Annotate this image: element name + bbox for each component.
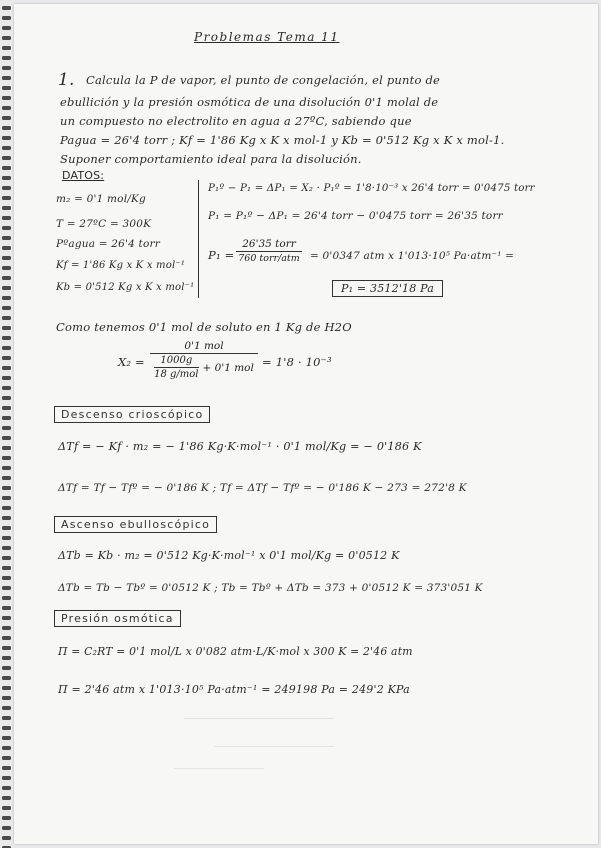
spiral-coil <box>2 456 11 460</box>
datos-item-4: Kf = 1'86 Kg x K x mol⁻¹ <box>56 260 186 271</box>
spiral-coil <box>2 636 11 640</box>
spiral-coil <box>2 386 11 390</box>
datos-item-3: Pºagua = 26'4 torr <box>56 238 160 250</box>
mol-statement: Como tenemos 0'1 mol de soluto en 1 Kg de H2O <box>56 320 352 334</box>
spiral-coil <box>2 76 11 80</box>
spiral-coil <box>2 216 11 220</box>
problem-line-2: ebullición y la presión osmótica de una disolución 0'1 molal de <box>60 95 439 109</box>
vapor-frac-den: 760 torr/atm <box>238 253 300 264</box>
spiral-coil <box>2 256 11 260</box>
molfrac-den-tail: + 0'1 mol <box>202 361 254 374</box>
spiral-coil <box>2 326 11 330</box>
vapor-line-2: P₁ = P₁º − ΔP₁ = 26'4 torr − 0'0475 torr = 26'35 torr <box>208 210 503 222</box>
datos-item-5: Kb = 0'512 Kg x K x mol⁻¹ <box>56 282 195 293</box>
spiral-coil <box>2 176 11 180</box>
vapor-frac-lhs: P₁ = <box>208 248 235 262</box>
vapor-result: P₁ = 3512'18 Pa <box>332 280 443 297</box>
spiral-coil <box>2 336 11 340</box>
spiral-coil <box>2 436 11 440</box>
spiral-coil <box>2 676 11 680</box>
datos-heading: DATOS: <box>62 169 105 182</box>
spiral-coil <box>2 356 11 360</box>
osmotica-line-2: Π = 2'46 atm x 1'013·10⁵ Pa·atm⁻¹ = 249198 Pa = 249'2 KPa <box>58 683 410 696</box>
spiral-coil <box>2 416 11 420</box>
spiral-coil <box>2 346 11 350</box>
spiral-coil <box>2 286 11 290</box>
spiral-coil <box>2 726 11 730</box>
spiral-coil <box>2 796 11 800</box>
section-label-ebulloscopico: Ascenso ebulloscópico <box>54 516 217 533</box>
vapor-fraction <box>236 238 302 264</box>
molfrac-rhs: = 1'8 · 10⁻³ <box>262 355 332 369</box>
spiral-coil <box>2 606 11 610</box>
spiral-coil <box>2 116 11 120</box>
spiral-coil <box>2 766 11 770</box>
spiral-coil <box>2 56 11 60</box>
spiral-coil <box>2 696 11 700</box>
spiral-coil <box>2 506 11 510</box>
osmotica-line-1: Π = C₂RT = 0'1 mol/L x 0'082 atm·L/K·mol x 300 K = 2'46 atm <box>58 645 413 658</box>
spiral-coil <box>2 686 11 690</box>
spiral-coil <box>2 166 11 170</box>
section-label-osmotica: Presión osmótica <box>54 610 181 627</box>
spiral-coil <box>2 576 11 580</box>
molfrac-fraction <box>150 340 258 380</box>
spiral-coil <box>2 6 11 10</box>
spiral-coil <box>2 526 11 530</box>
crioscopico-line-1: ΔTf = − Kf · m₂ = − 1'86 Kg·K·mol⁻¹ · 0'1 mol/Kg = − 0'186 K <box>58 440 422 453</box>
molfrac-num: 0'1 mol <box>184 340 224 352</box>
ebulloscopico-line-1: ΔTb = Kb · m₂ = 0'512 Kg·K·mol⁻¹ x 0'1 mol/Kg = 0'0512 K <box>58 549 400 562</box>
spiral-coil <box>2 546 11 550</box>
spiral-coil <box>2 826 11 830</box>
notebook-page <box>14 4 598 844</box>
spiral-coil <box>2 716 11 720</box>
molfrac-denominator <box>150 355 258 380</box>
datos-item-1: m₂ = 0'1 mol/Kg <box>56 193 146 205</box>
spiral-coil <box>2 776 11 780</box>
spiral-coil <box>2 666 11 670</box>
molfrac-lhs: X₂ = <box>118 355 145 369</box>
spiral-coil <box>2 466 11 470</box>
spiral-coil <box>2 516 11 520</box>
spiral-coil <box>2 836 11 840</box>
spiral-coil <box>2 156 11 160</box>
problem-line-5: Suponer comportamiento ideal para la disolución. <box>60 152 362 166</box>
spiral-coil <box>2 496 11 500</box>
spiral-coil <box>2 756 11 760</box>
spiral-coil <box>2 136 11 140</box>
spiral-coil <box>2 276 11 280</box>
spiral-coil <box>2 186 11 190</box>
spiral-coil <box>2 596 11 600</box>
spiral-coil <box>2 86 11 90</box>
spiral-coil <box>2 556 11 560</box>
spiral-coil <box>2 66 11 70</box>
problem-line-4: Pagua = 26'4 torr ; Kf = 1'86 Kg x K x mol-1 y Kb = 0'512 Kg x K x mol-1. <box>60 133 505 147</box>
spiral-coil <box>2 106 11 110</box>
spiral-coil <box>2 196 11 200</box>
molfrac-den-num: 1000g <box>160 355 193 366</box>
spiral-coil <box>2 396 11 400</box>
spiral-coil <box>2 656 11 660</box>
spiral-coil <box>2 266 11 270</box>
problem-line-3: un compuesto no electrolito en agua a 27ºC, sabiendo que <box>60 114 412 128</box>
spiral-coil <box>2 786 11 790</box>
spiral-coil <box>2 806 11 810</box>
vapor-frac-rhs: = 0'0347 atm x 1'013·10⁵ Pa·atm⁻¹ = <box>310 250 515 262</box>
problem-number: 1. <box>58 70 75 90</box>
fraction-bar <box>236 251 302 252</box>
spiral-coil <box>2 246 11 250</box>
spiral-coil <box>2 296 11 300</box>
spiral-coil <box>2 26 11 30</box>
spiral-coil <box>2 36 11 40</box>
molfrac-inner-fraction <box>154 355 198 380</box>
section-label-crioscopico: Descenso crioscópico <box>54 406 210 423</box>
spiral-coil <box>2 706 11 710</box>
vapor-frac-num: 26'35 torr <box>242 238 296 250</box>
ebulloscopico-line-2: ΔTb = Tb − Tbº = 0'0512 K ; Tb = Tbº + ΔTb = 373 + 0'0512 K = 373'051 K <box>58 582 483 594</box>
datos-item-2: T = 27ºC = 300K <box>56 218 152 230</box>
spiral-coil <box>2 746 11 750</box>
spiral-coil <box>2 816 11 820</box>
spiral-coil <box>2 426 11 430</box>
fraction-bar <box>154 367 198 368</box>
spiral-coil <box>2 16 11 20</box>
page-title: Problemas Tema 11 <box>194 30 340 44</box>
problem-line-1: Calcula la P de vapor, el punto de congelación, el punto de <box>86 73 441 87</box>
spiral-coil <box>2 226 11 230</box>
molfrac-den-den: 18 g/mol <box>154 369 199 380</box>
spiral-coil <box>2 736 11 740</box>
spiral-coil <box>2 486 11 490</box>
spiral-coil <box>2 646 11 650</box>
spiral-coil <box>2 126 11 130</box>
spiral-coil <box>2 366 11 370</box>
spiral-coil <box>2 236 11 240</box>
spiral-coil <box>2 46 11 50</box>
fraction-bar <box>150 353 258 354</box>
spiral-coil <box>2 406 11 410</box>
notebook-spiral <box>0 0 14 848</box>
vapor-line-1: P₁º − P₁ = ΔP₁ = X₂ · P₁º = 1'8·10⁻³ x 26'4 torr = 0'0475 torr <box>208 183 535 194</box>
spiral-coil <box>2 96 11 100</box>
spiral-coil <box>2 616 11 620</box>
spiral-coil <box>2 586 11 590</box>
spiral-coil <box>2 476 11 480</box>
spiral-coil <box>2 316 11 320</box>
spiral-coil <box>2 566 11 570</box>
spiral-coil <box>2 376 11 380</box>
spiral-coil <box>2 626 11 630</box>
crioscopico-line-2: ΔTf = Tf − Tfº = − 0'186 K ; Tf = ΔTf − Tfº = − 0'186 K − 273 = 272'8 K <box>58 482 467 494</box>
spiral-coil <box>2 536 11 540</box>
spiral-coil <box>2 146 11 150</box>
spiral-coil <box>2 206 11 210</box>
spiral-coil <box>2 446 11 450</box>
bleed-through-marks <box>174 710 374 780</box>
spiral-coil <box>2 306 11 310</box>
